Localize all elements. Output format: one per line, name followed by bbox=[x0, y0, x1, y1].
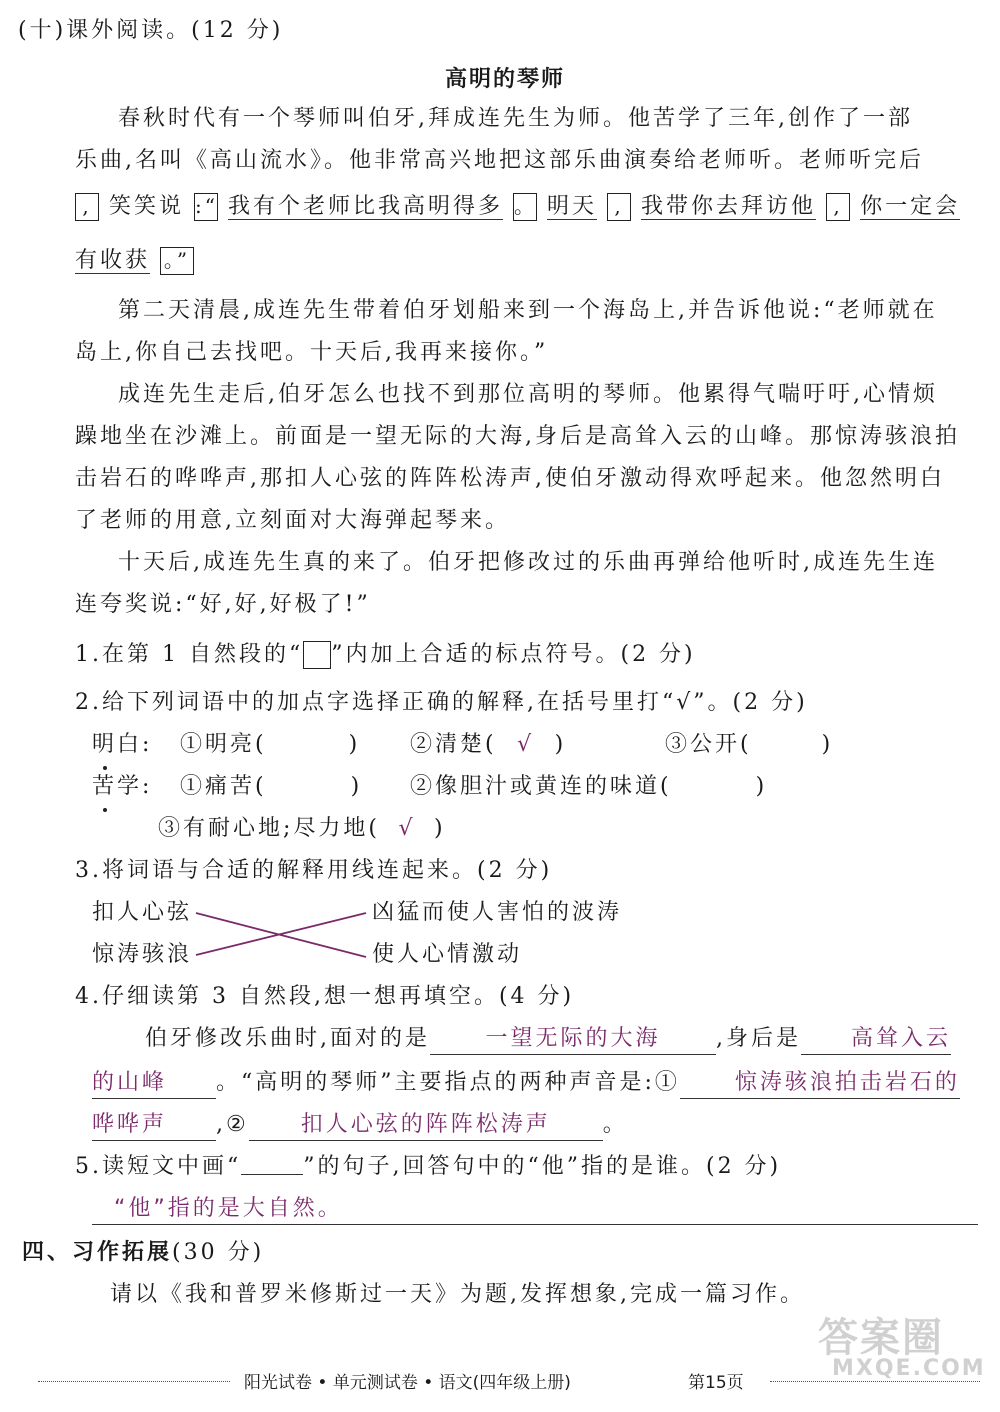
q3-left-2: 惊涛骇浪 bbox=[92, 942, 193, 967]
p1-seg3: 明天 bbox=[547, 194, 598, 219]
section-4-prompt: 请以《我和普罗米修斯过一天》为题,发挥想象,完成一篇习作。 bbox=[110, 1282, 805, 1307]
p1-seg2: 我有个老师比我高明得多 bbox=[228, 194, 504, 219]
section-4-header bbox=[22, 1238, 264, 1268]
question-3: 3.将词语与合适的解释用线连起来。(2 分) bbox=[75, 858, 553, 883]
q1-post: ”内加上合适的标点符号。(2 分) bbox=[331, 642, 696, 667]
q2-w1-opt1: ①明亮( ) bbox=[180, 732, 361, 757]
question-5: 5.读短文中画“ ”的句子,回答句中的“他”指的是谁。(2 分) bbox=[75, 1154, 782, 1179]
q4-answer-3a: 惊涛骇浪拍击岩石的 bbox=[680, 1068, 960, 1099]
watermark-logo: 答案圈 bbox=[818, 1315, 944, 1361]
punct-box-4[interactable]: , bbox=[607, 193, 631, 221]
page-number: 第15页 bbox=[688, 1373, 744, 1393]
p4-line1: 十天后,成连先生真的来了。伯牙把修改过的乐曲再弹给他听时,成连先生连 bbox=[118, 550, 938, 575]
q4-answer-4: 扣人心弦的阵阵松涛声 bbox=[249, 1110, 603, 1141]
punct-box-6[interactable]: 。” bbox=[160, 247, 194, 275]
q4-line3: 哗哗声 ,② 扣人心弦的阵阵松涛声 。 bbox=[92, 1110, 628, 1141]
question-4: 4.仔细读第 3 自然段,想一想再填空。(4 分) bbox=[75, 984, 575, 1009]
q2-w2-opt1: ①痛苦( ) bbox=[180, 774, 363, 799]
story-title: 高明的琴师 bbox=[445, 67, 566, 92]
punct-box-3[interactable]: 。 bbox=[513, 193, 537, 221]
p3-line4: 了老师的用意,立刻面对大海弹起琴来。 bbox=[75, 508, 510, 533]
q3-right-2: 使人心情激动 bbox=[372, 942, 523, 967]
section-4-score: (30 分) bbox=[172, 1240, 265, 1265]
q2-word2: 苦学: bbox=[92, 774, 153, 799]
p2-line1: 第二天清晨,成连先生带着伯牙划船来到一个海岛上,并告诉他说:“老师就在 bbox=[118, 298, 938, 323]
section-header: (十)课外阅读。(12 分) bbox=[18, 18, 284, 43]
q3-left-1: 扣人心弦 bbox=[92, 900, 193, 925]
p3-line1: 成连先生走后,伯牙怎么也找不到那位高明的琴师。他累得气喘吁吁,心情烦 bbox=[118, 382, 938, 407]
p1-seg1: 笑笑说 bbox=[109, 194, 185, 219]
q4-answer-2a: 高耸入云 bbox=[801, 1024, 951, 1055]
p1-line4-text: 有收获 bbox=[75, 248, 151, 273]
footer-dots-left bbox=[38, 1381, 230, 1382]
p4-line2: 连夸奖说:“好,好,好极了!” bbox=[75, 592, 371, 617]
section-4-title: 四、习作拓展 bbox=[22, 1240, 173, 1265]
q2-w1-check: √ bbox=[517, 732, 535, 757]
watermark-url: MXQE.COM bbox=[832, 1356, 986, 1381]
footer-dots-right bbox=[770, 1381, 980, 1382]
q2-w2-check: √ bbox=[398, 816, 416, 841]
q4-line2: 的山峰 。“高明的琴师”主要指点的两种声音是:① 惊涛骇浪拍击岩石的 bbox=[92, 1068, 960, 1099]
q5-answer: “他”指的是大自然。 bbox=[92, 1194, 978, 1225]
p3-line2: 躁地坐在沙滩上。前面是一望无际的大海,身后是高耸入云的山峰。那惊涛骇浪拍 bbox=[75, 424, 960, 449]
p1-seg5: 你一定会 bbox=[860, 194, 961, 219]
q2-w2-opt3: ③有耐心地;尽力地( √ ) bbox=[158, 814, 446, 844]
punct-box-1[interactable]: , bbox=[75, 193, 99, 221]
question-2: 2.给下列词语中的加点字选择正确的解释,在括号里打“√”。(2 分) bbox=[75, 690, 808, 715]
p2-line2: 岛上,你自己去找吧。十天后,我再来接你。” bbox=[75, 340, 549, 365]
p3-line3: 击岩石的哗哗声,那扣人心弦的阵阵松涛声,使伯牙激动得欢呼起来。他忽然明白 bbox=[75, 466, 945, 491]
q2-w1-opt3: ③公开( ) bbox=[665, 732, 834, 757]
q4-answer-3b: 哗哗声 bbox=[92, 1110, 216, 1141]
punct-box-5[interactable]: , bbox=[826, 193, 850, 221]
q4-line1: 伯牙修改乐曲时,面对的是 一望无际的大海 ,身后是 高耸入云 bbox=[145, 1024, 951, 1055]
punct-box-2[interactable]: :“ bbox=[194, 193, 218, 221]
q1-pre: 1.在第 1 自然段的“ bbox=[75, 642, 304, 667]
q2-w2-opt2: ②像胆汁或黄连的味道( ) bbox=[410, 774, 768, 799]
footer-text: 阳光试卷 • 单元测试卷 • 语文(四年级上册) bbox=[244, 1373, 571, 1393]
q2-w1-opt2: ②清楚( √ ) bbox=[410, 730, 566, 760]
p1-line1: 春秋时代有一个琴师叫伯牙,拜成连先生为师。他苦学了三年,创作了一部 bbox=[118, 106, 913, 131]
q2-word1: 明白: bbox=[92, 732, 153, 757]
q4-answer-1: 一望无际的大海 bbox=[430, 1024, 716, 1055]
q3-right-1: 凶猛而使人害怕的波涛 bbox=[372, 900, 623, 925]
p1-line2: 乐曲,名叫《高山流水》。他非常高兴地把这部乐曲演奏给老师听。老师听完后 bbox=[75, 148, 924, 173]
q4-answer-2b: 的山峰 bbox=[92, 1068, 216, 1099]
p1-seg4: 我带你去拜访他 bbox=[641, 194, 817, 219]
